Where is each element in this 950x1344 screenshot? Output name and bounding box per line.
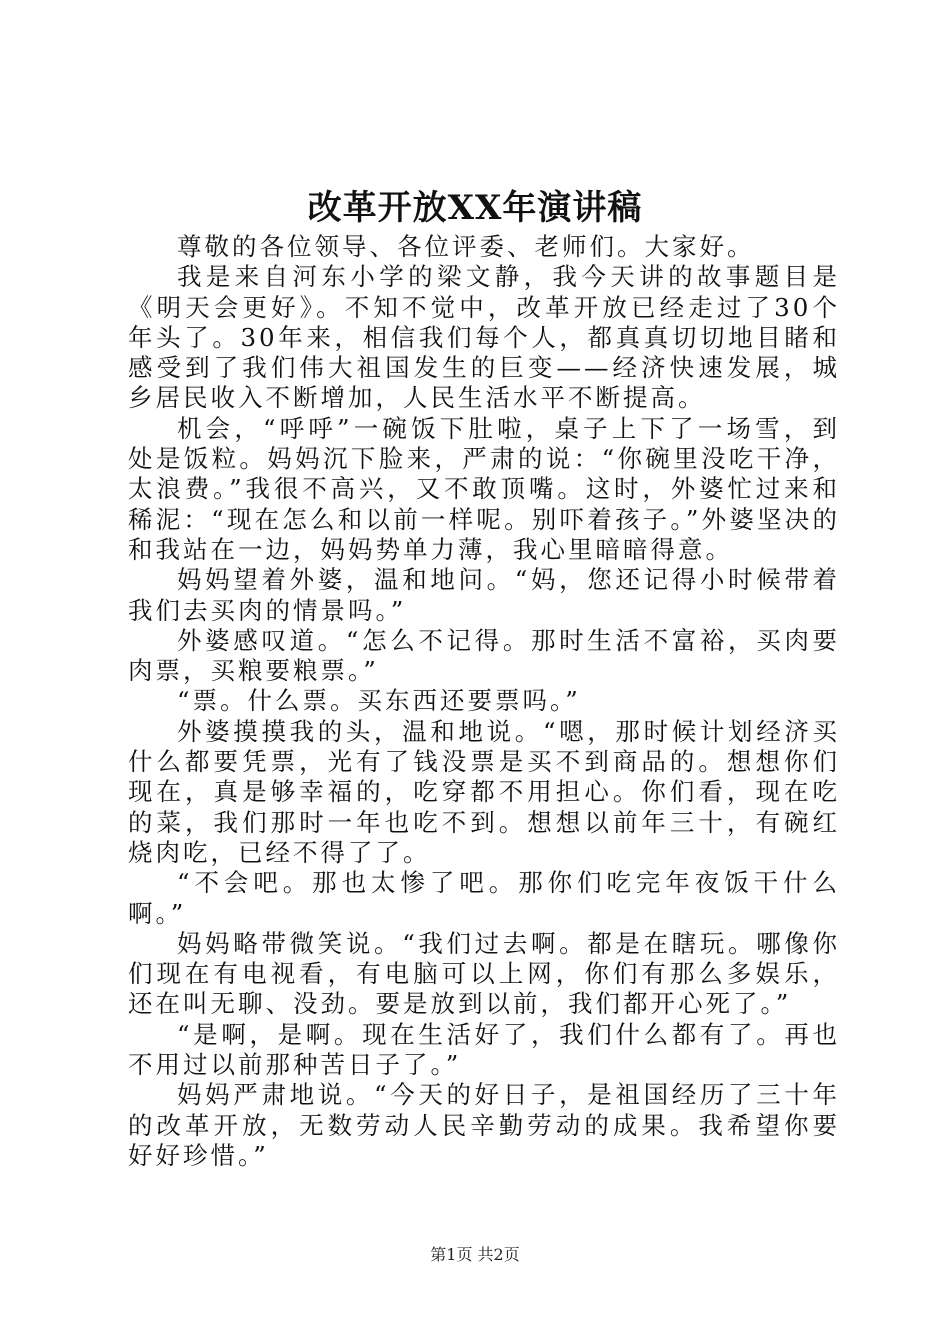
page-number-footer: 第1页 共2页: [430, 1245, 520, 1264]
paragraph-introduction: 我是来自河东小学的梁文静，我今天讲的故事题目是《明天会更好》。不知不觉中，改革开放已经走过了30个年头了。30年来，相信我们每个人，都真真切切地目睹和感受到了我们伟大祖国发生的巨变——经济快速发展，城乡居民收入不断增加，人民生活水平不断提高。: [128, 262, 840, 413]
paragraph-mother-asks: 妈妈望着外婆，温和地问。“妈，您还记得小时候带着我们去买肉的情景吗。”: [128, 565, 840, 625]
paragraph-grandma-sighs: 外婆感叹道。“怎么不记得。那时生活不富裕，买肉要肉票，买粮要粮票。”: [128, 625, 840, 686]
paragraph-new-year-question: “不会吧。那也太惨了吧。那你们吃完年夜饭干什么啊。”: [128, 868, 840, 928]
paragraph-planned-economy: 外婆摸摸我的头，温和地说。“嗯，那时候计划经济买什么都要凭票，光有了钱没票是买不到商品的。想想你们现在，真是够幸福的，吃穿都不用担心。你们看，现在吃的菜，我们那时一年也吃不到。想想以前年三十，有碗红烧肉吃，已经不得了了。: [128, 716, 840, 867]
document-body: [128, 232, 840, 1171]
paragraph-good-life: “是啊，是啊。现在生活好了，我们什么都有了。再也不用过以前那种苦日子了。”: [128, 1019, 840, 1080]
paragraph-rice-story: 机会，“呼呼”一碗饭下肚啦，桌子上下了一场雪，到处是饭粒。妈妈沉下脸来，严肃的说：“你碗里没吃干净，太浪费。”我很不高兴，又不敢顶嘴。这时，外婆忙过来和稀泥：“现在怎么和以前一样呢。别吓着孩子。”外婆坚决的和我站在一边，妈妈势单力薄，我心里暗暗得意。: [128, 413, 840, 564]
paragraph-greeting: 尊敬的各位领导、各位评委、老师们。大家好。: [177, 232, 755, 261]
paragraph-cherish: 妈妈严肃地说。“今天的好日子，是祖国经历了三十年的改革开放，无数劳动人民辛勤劳动的成果。我希望你要好好珍惜。”: [128, 1080, 840, 1170]
document-title: 改革开放XX年演讲稿: [307, 188, 643, 228]
paragraph-entertainment: 妈妈略带微笑说。“我们过去啊。都是在瞎玩。哪像你们现在有电视看，有电脑可以上网，你们有那么多娱乐，还在叫无聊、没劲。要是放到以前，我们都开心死了。”: [128, 928, 840, 1019]
paragraph-ticket-question: “票。什么票。买东西还要票吗。”: [177, 686, 581, 716]
